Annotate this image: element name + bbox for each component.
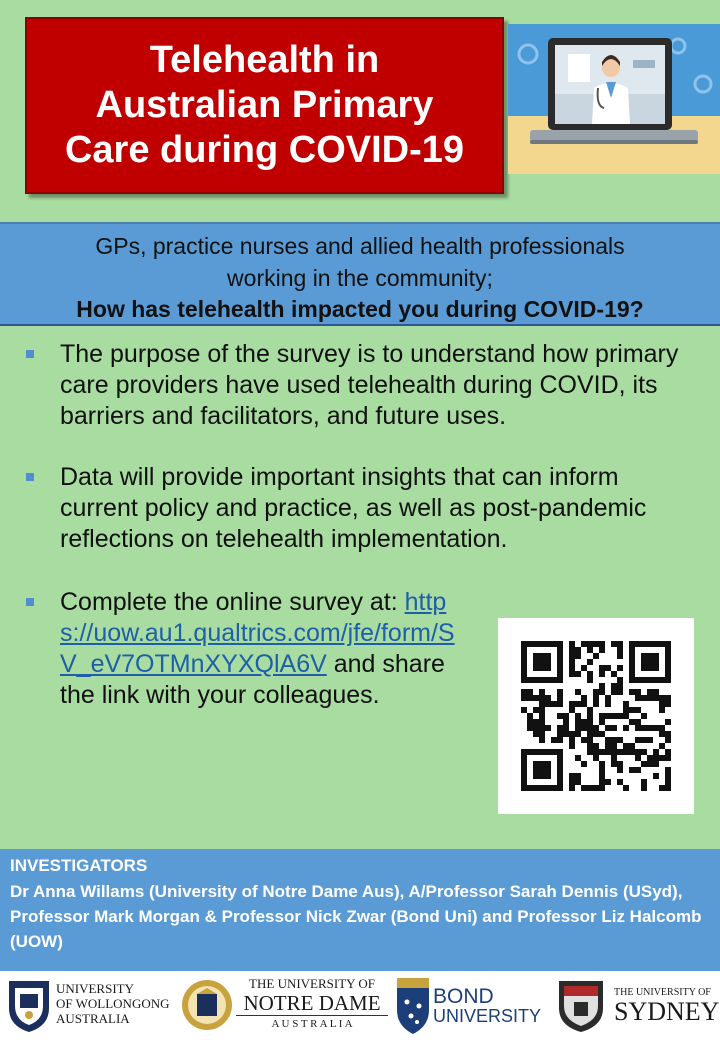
notre-dame-seal-icon — [180, 978, 234, 1032]
bullet-square-icon — [26, 473, 34, 481]
bullet-purpose — [20, 339, 690, 432]
bullet-insights-text: Data will provide important insights that can inform current policy and practice, as well as post-pandemic reflections on telehealth implementation. — [60, 463, 647, 553]
notre-dame-line-1: THE UNIVERSITY OF — [249, 976, 375, 991]
investigators-names: Dr Anna Willams (University of Notre Dame Aus), A/Professor Sarah Dennis (USyd), Professor Mark Morgan & Professor Nick Zwar (Bond Uni) and Professor Liz Halcomb (UOW) — [10, 882, 702, 951]
bullet-purpose-text: The purpose of the survey is to understand how primary care providers have used telehealth during COVID, its barriers and facilitators, and future uses. — [60, 340, 679, 430]
bond-line-1: BOND — [433, 985, 494, 1008]
question-band — [0, 222, 720, 326]
uow-crest-icon — [6, 978, 52, 1034]
title-box — [25, 17, 504, 194]
uow-line-3: AUSTRALIA — [56, 1011, 130, 1026]
notre-dame-line-3: A U S T R A L I A — [271, 1018, 353, 1030]
qr-code[interactable] — [498, 618, 694, 814]
uow-line-1: UNIVERSITY — [56, 981, 134, 996]
bullet-insights — [20, 462, 660, 555]
notre-dame-logo — [180, 971, 390, 1040]
page-title: Telehealth in Australian Primary Care during COVID-19 — [64, 39, 465, 171]
notre-dame-line-2: NOTRE DAME — [236, 991, 388, 1016]
uow-line-2: OF WOLLONGONG — [56, 996, 170, 1011]
bullet-survey-post: and share the link with your colleagues. — [60, 650, 445, 709]
bond-logo — [395, 971, 550, 1040]
bond-shield-icon — [395, 976, 431, 1036]
band-question: How has telehealth impacted you during COVID-19? — [76, 296, 644, 322]
bullet-survey — [20, 587, 460, 711]
qr-code-image — [498, 618, 694, 814]
investigators-heading: INVESTIGATORS — [10, 856, 148, 875]
sydney-line-1: THE UNIVERSITY OF — [614, 987, 711, 998]
investigators-section — [0, 849, 720, 971]
sydney-logo — [556, 971, 718, 1040]
bullet-square-icon — [26, 350, 34, 358]
survey-link[interactable]: https://uow.au1.qualtrics.com/jfe/form/SV_eV7OTMnXYXQlA6V — [60, 588, 455, 678]
bullet-survey-pre: Complete the online survey at: — [60, 588, 405, 616]
uow-logo — [4, 971, 174, 1040]
logo-strip — [0, 971, 720, 1040]
sydney-crest-icon — [556, 978, 606, 1034]
bullet-square-icon — [26, 598, 34, 606]
sydney-line-2: SYDNEY — [614, 997, 720, 1026]
telehealth-doctor-illustration — [508, 24, 720, 174]
bond-line-2: UNIVERSITY — [433, 1006, 542, 1026]
band-subtitle: GPs, practice nurses and allied health professionals working in the community; — [95, 233, 625, 291]
